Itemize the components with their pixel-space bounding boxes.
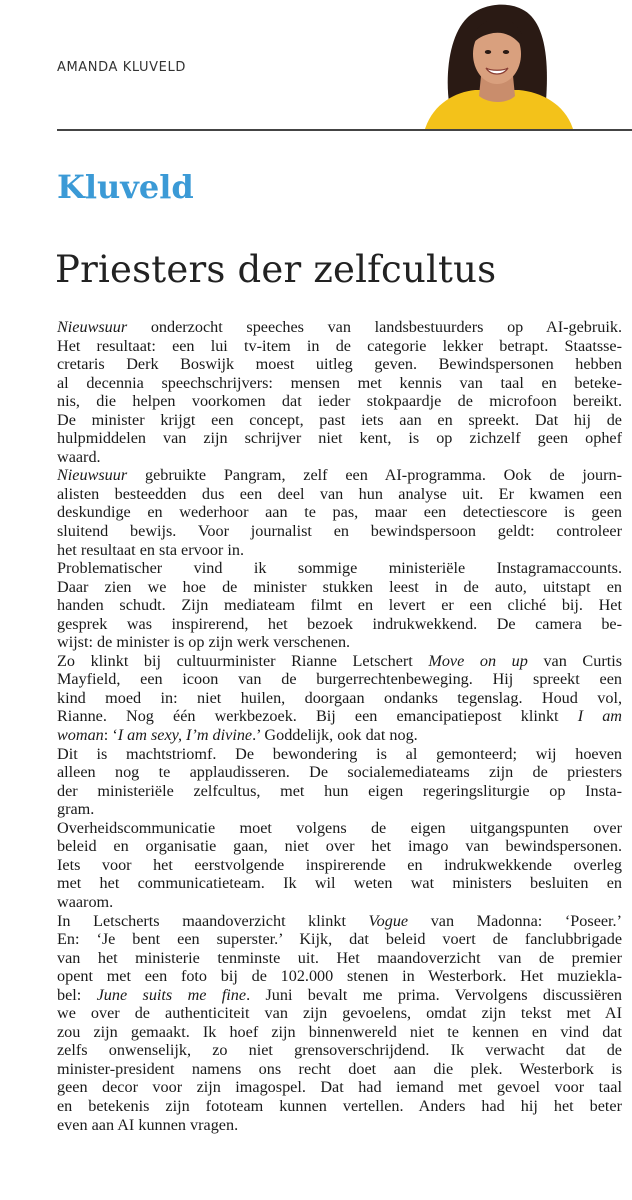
italic-title: Vogue — [368, 911, 409, 930]
article-line — [57, 689, 622, 708]
article-line — [57, 374, 622, 393]
text-run: bel: — [57, 985, 97, 1004]
text-run: Zo klinkt bij cultuurminister Rianne Letschert — [57, 651, 429, 670]
text-run: Het resultaat: een lui tv-item in de categorie lekker betrapt. Staatsse- — [57, 336, 622, 355]
text-run: Daar zien we hoe de minister stukken leest in de auto, uitstapt en — [57, 577, 622, 596]
column-rubric: Kluveld — [57, 168, 194, 206]
article-line — [57, 355, 622, 374]
text-run: : ‘ — [103, 726, 118, 745]
article-line — [57, 1004, 622, 1023]
text-run: zelfs onwenselijk, zo niet grensoverschrijdend. Ik verwacht dat de — [57, 1041, 622, 1060]
text-run: al decennia speechschrijvers: mensen met kennis van taal en beteke- — [57, 373, 622, 392]
article-paragraph — [57, 318, 622, 466]
article-line — [57, 763, 622, 782]
article-line — [57, 912, 622, 931]
article-line — [57, 485, 622, 504]
article-line — [57, 819, 622, 838]
text-run: beleid en organisatie gaan, niet over het imago van bewindspersonen. — [57, 837, 622, 856]
article-paragraph — [57, 466, 622, 559]
article-line — [57, 1041, 622, 1060]
article-line — [57, 707, 622, 726]
article-line — [57, 429, 622, 448]
italic-title: June suits me fine — [96, 985, 247, 1004]
text-run: sluitend bewijs. Voor journalist en bewindspersoon geldt: controleer — [57, 522, 622, 541]
italic-title: I am — [577, 707, 622, 726]
article-line — [57, 615, 622, 634]
header-divider — [57, 129, 632, 131]
article-line — [57, 466, 622, 485]
text-run: waarom. — [57, 892, 114, 911]
text-run: even aan AI kunnen vragen. — [57, 1115, 239, 1134]
article-line — [57, 1116, 622, 1135]
article-line — [57, 392, 622, 411]
article-line — [57, 337, 622, 356]
article-line — [57, 670, 622, 689]
text-run: gram. — [57, 800, 95, 819]
text-run: kind moed in: niet huilen, doorgaan ondanks tegenslag. Houd vol, — [57, 688, 622, 707]
text-run: gebruikte Pangram, zelf een AI-programma. Ook de journ- — [127, 466, 622, 485]
article-line — [57, 837, 622, 856]
article-paragraph — [57, 819, 622, 912]
article-line — [57, 541, 622, 560]
article-line — [57, 559, 622, 578]
article-body — [57, 318, 622, 1134]
article-line — [57, 448, 622, 467]
text-run: onderzocht speeches van landsbestuurders op AI-gebruik. — [127, 318, 622, 336]
article-line — [57, 633, 622, 652]
text-run: van Curtis — [527, 651, 623, 670]
article-line — [57, 856, 622, 875]
italic-title: Move on up — [428, 651, 528, 670]
text-run: cretaris Derk Boswijk moest uitleg geven. Bewindspersonen hebben — [57, 355, 622, 374]
article-line — [57, 726, 622, 745]
text-run: hulpmiddelen van zijn schrijver niet kent, is op zichzelf geen ophef — [57, 429, 622, 448]
article-line — [57, 411, 622, 430]
text-run: .’ Goddelijk, ook dat nog. — [252, 726, 418, 745]
italic-title: Nieuwsuur — [57, 318, 128, 336]
text-run: minister-president namens ons recht doet aan die plek. Westerbork is — [57, 1059, 622, 1078]
text-run: opent met een foto bij de 102.000 stenen in Westerbork. Het muziekla- — [57, 967, 622, 986]
author-name: AMANDA KLUVELD — [57, 60, 186, 75]
article-headline: Priesters der zelfcultus — [55, 248, 497, 291]
text-run: en betekenis zijn fototeam kunnen vertellen. Anders had hij het beter — [57, 1096, 622, 1115]
text-run: In Letscherts maandoverzicht klinkt — [57, 911, 369, 930]
text-run: nis, die helpen voorkomen dat ieder stokpaardje de microfoon bereikt. — [57, 392, 622, 411]
text-run: De minister krijgt een concept, past iets aan en spreekt. Dat hij de — [57, 410, 622, 429]
text-run: En: ‘Je bent een superster.’ Kijk, dat beleid voert de fanclubbrigade — [57, 930, 622, 949]
article-line — [57, 986, 622, 1005]
article-line — [57, 800, 622, 819]
article-line — [57, 1097, 622, 1116]
author-portrait — [415, 0, 578, 129]
text-run: Problematischer vind ik sommige ministeriële Instagramaccounts. — [57, 559, 622, 578]
article-line — [57, 503, 622, 522]
text-run: het resultaat en sta ervoor in. — [57, 540, 244, 559]
article-line — [57, 930, 622, 949]
text-run: deskundige en wederhoor aan te pas, maar een detectiescore is geen — [57, 503, 622, 522]
text-run: gesprek was inspirerend, het bezoek indrukwekkend. De camera be- — [57, 614, 622, 633]
text-run: Iets voor het eerstvolgende inspirerende en indrukwekkende overleg — [57, 855, 622, 874]
text-run: alisten besteedden dus een deel van hun analyse uit. Er kwamen een — [57, 484, 622, 503]
article-line — [57, 782, 622, 801]
article-paragraph — [57, 745, 622, 819]
text-run: Mayfield, een icoon van de burgerrechtenbeweging. Hij spreekt een — [57, 670, 622, 689]
article-line — [57, 893, 622, 912]
text-run: van Madonna: ‘Poseer.’ — [408, 911, 622, 930]
article-line — [57, 652, 622, 671]
text-run: alleen nog te applaudisseren. De socialemediateams zijn de priesters — [57, 763, 622, 782]
article-line — [57, 1060, 622, 1079]
article-paragraph — [57, 559, 622, 652]
article-line — [57, 949, 622, 968]
column-header — [0, 0, 632, 130]
text-run: wijst: de minister is op zijn werk verschenen. — [57, 633, 351, 652]
text-run: Overheidscommunicatie moet volgens de eigen uitgangspunten over — [57, 818, 622, 837]
article-line — [57, 318, 622, 337]
text-run: Dit is machtstriomf. De bewondering is al gemonteerd; wij hoeven — [57, 744, 622, 763]
text-run: met het communicatieteam. Ik wil weten wat ministers besluiten en — [57, 874, 622, 893]
article-line — [57, 745, 622, 764]
text-run: waard. — [57, 447, 101, 466]
text-run: van het ministerie tenminste uit. Het maandoverzicht van de premier — [57, 948, 622, 967]
article-line — [57, 1023, 622, 1042]
author-photo-icon — [415, 0, 578, 129]
article-line — [57, 874, 622, 893]
article-line — [57, 967, 622, 986]
text-run: Rianne. Nog één werkbezoek. Bij een emancipatiepost klinkt — [57, 707, 578, 726]
text-run: handen schudt. Zijn mediateam filmt en levert er een cliché bij. Het — [57, 596, 622, 615]
text-run: geen decor voor zijn imagospel. Dat had iemand met gevoel voor taal — [57, 1078, 622, 1097]
text-run: der ministeriële zelfcultus, met hun eigen regeringsliturgie op Insta- — [57, 781, 622, 800]
article-line — [57, 522, 622, 541]
text-run: we over de authenticiteit van zijn gevoelens, omdat zijn tekst met AI — [57, 1004, 622, 1023]
text-run: . Juni bevalt me prima. Vervolgens discussiëren — [246, 985, 622, 1004]
italic-title: Nieuwsuur — [57, 466, 128, 485]
text-run: zou zijn gemaakt. Ik hoef zijn binnenwereld niet te kennen en vind dat — [57, 1022, 622, 1041]
article-line — [57, 578, 622, 597]
article-paragraph — [57, 652, 622, 745]
article-paragraph — [57, 912, 622, 1135]
article-line — [57, 1078, 622, 1097]
italic-title: woman — [57, 726, 104, 745]
italic-title: I am sexy, I’m divine — [117, 726, 253, 745]
article-line — [57, 596, 622, 615]
